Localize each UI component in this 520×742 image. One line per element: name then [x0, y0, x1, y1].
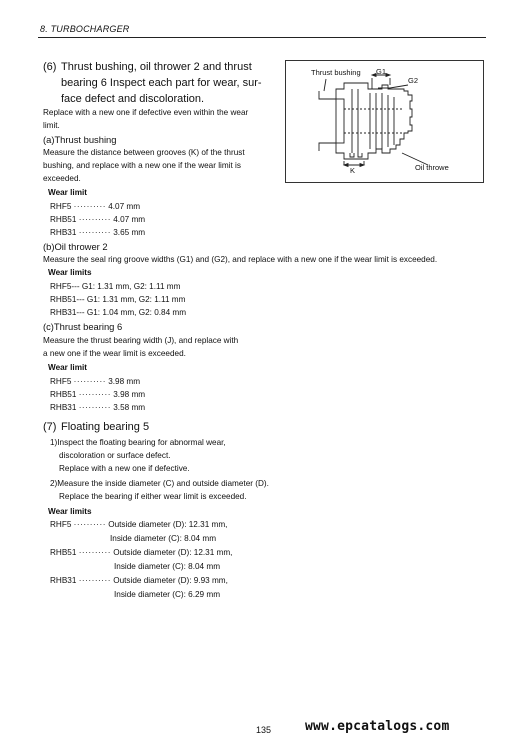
section-6-title-line3: face defect and discoloration. [61, 93, 205, 105]
subsection-b-limit-heading: Wear limits [48, 268, 92, 277]
inside-diameter: Inside diameter (C): 6.29 mm [114, 590, 221, 599]
leader-dots: ·········· [73, 520, 106, 529]
section-6-intro-line2: limit. [43, 121, 60, 130]
wear-limit-row: RHB51--- G1: 1.31 mm, G2: 1.11 mm [50, 295, 186, 304]
limit-value: 4.07 mm [108, 202, 141, 211]
section-6-heading [43, 59, 279, 107]
label-thrust-bushing: Thrust bushing [311, 68, 361, 77]
leader-dots: ·········· [78, 215, 111, 224]
header-rule [38, 37, 486, 38]
wear-limit-row: RHB31--- G1: 1.04 mm, G2: 0.84 mm [50, 308, 187, 317]
subsection-b-heading: (b)Oil thrower 2 [43, 241, 108, 252]
label-oil-thrower: Oil throwe [415, 163, 449, 172]
model-name: RHB51 [50, 548, 77, 557]
limit-value: 3.98 mm [113, 390, 146, 399]
wear-limit-row [50, 200, 140, 213]
leader-dots: ·········· [78, 576, 111, 585]
model-name: RHB51 [50, 390, 77, 399]
limit-value: 4.07 mm [113, 215, 146, 224]
label-g2: G2 [408, 76, 419, 85]
step-1-line3: Replace with a new one if defective. [59, 464, 190, 473]
section-6-intro-line1: Replace with a new one if defective even within the wear [43, 108, 249, 117]
subsection-a-limit-heading: Wear limit [48, 188, 87, 197]
thrust-bushing-figure [285, 60, 484, 183]
wear-limit-row [50, 546, 232, 559]
section-7-number: (7) [43, 421, 57, 433]
limit-value: 3.65 mm [113, 228, 146, 237]
step-2-line1: 2)Measure the inside diameter (C) and outside diameter (D). [50, 479, 269, 488]
subsection-a-body-line1: Measure the distance between grooves (K) of the thrust [43, 148, 245, 157]
section-6-number: (6) [43, 61, 57, 73]
outside-diameter: Outside diameter (D): 12.31 mm, [113, 548, 233, 557]
subsection-c-heading: (c)Thrust bearing 6 [43, 321, 123, 332]
step-2-line2: Replace the bearing if either wear limit is exceeded. [59, 492, 247, 501]
wear-limit-row [50, 574, 228, 587]
subsection-a-heading: (a)Thrust bushing [43, 134, 117, 145]
subsection-c-limit-heading: Wear limit [48, 363, 87, 372]
thrust-bushing-drawing [286, 61, 483, 182]
label-g1: G1 [376, 67, 387, 76]
leader-dots: ·········· [78, 228, 111, 237]
section-6-title-line1: Thrust bushing, oil thrower 2 and thrust [61, 61, 252, 73]
limit-value: 3.98 mm [108, 377, 141, 386]
wear-limit-row [50, 226, 145, 239]
model-name: RHB51 [50, 215, 77, 224]
section-7-limit-heading: Wear limits [48, 507, 92, 516]
leader-dots: ·········· [78, 403, 111, 412]
subsection-c-body-line2: a new one if the wear limit is exceeded. [43, 349, 186, 358]
limit-value: 3.58 mm [113, 403, 146, 412]
subsection-b-body-line1: Measure the seal ring groove widths (G1) and (G2), and replace with a new one if the wear limit is exceeded. [43, 255, 438, 264]
wear-limit-row [50, 213, 145, 226]
model-name: RHB31 [50, 576, 77, 585]
subsection-a-body-line3: exceeded. [43, 174, 81, 183]
wear-limit-row [50, 375, 140, 388]
section-7-heading [43, 419, 149, 435]
inside-diameter: Inside diameter (C): 8.04 mm [110, 534, 217, 543]
model-name: RHF5 [50, 202, 72, 211]
model-name: RHF5 [50, 377, 72, 386]
outside-diameter: Outside diameter (D): 9.93 mm, [113, 576, 228, 585]
step-1-line1: 1)Inspect the floating bearing for abnormal wear, [50, 438, 226, 447]
leader-dots: ·········· [78, 548, 111, 557]
wear-limit-row [50, 388, 145, 401]
model-name: RHB31 [50, 228, 77, 237]
watermark-text: www.epcatalogs.com [305, 719, 450, 734]
outside-diameter: Outside diameter (D): 12.31 mm, [108, 520, 228, 529]
section-7-title: Floating bearing 5 [61, 421, 150, 433]
label-k: K [350, 166, 356, 175]
leader-dots: ·········· [78, 390, 111, 399]
model-name: RHB31 [50, 403, 77, 412]
leader-dots: ·········· [73, 377, 106, 386]
wear-limit-row: RHF5--- G1: 1.31 mm, G2: 1.11 mm [50, 282, 181, 291]
wear-limit-row [50, 401, 145, 414]
wear-limit-row [50, 518, 227, 531]
inside-diameter: Inside diameter (C): 8.04 mm [114, 562, 221, 571]
subsection-c-body-line1: Measure the thrust bearing width (J), and replace with [43, 336, 239, 345]
section-6-title-line2: bearing 6 Inspect each part for wear, sur- [61, 77, 262, 89]
model-name: RHF5 [50, 520, 72, 529]
page-number: 135 [256, 725, 272, 735]
leader-dots: ·········· [73, 202, 106, 211]
subsection-a-body-line2: bushing, and replace with a new one if the wear limit is [43, 161, 241, 170]
section-header-title: 8. TURBOCHARGER [40, 24, 130, 34]
step-1-line2: discoloration or surface defect. [59, 451, 171, 460]
